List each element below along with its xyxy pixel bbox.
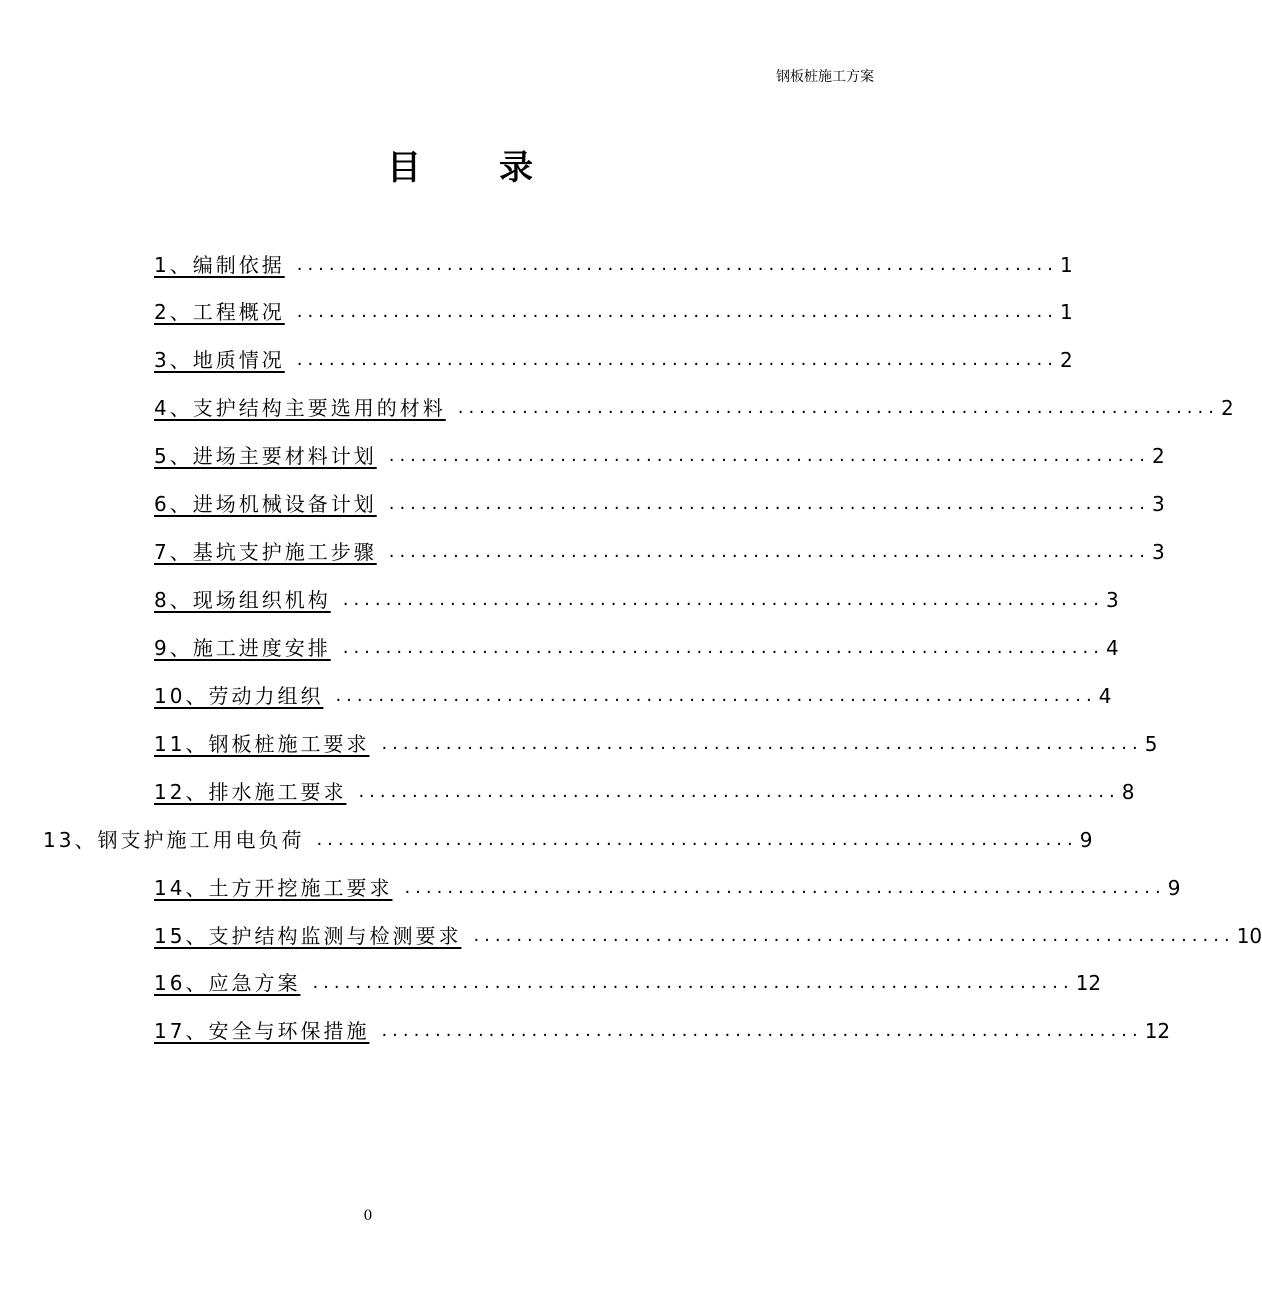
toc-leader-dots: ....................................................................... — [312, 972, 1074, 993]
toc-entry-page: 12 — [1144, 1019, 1171, 1043]
toc-entry[interactable] — [154, 393, 1234, 423]
toc-leader-dots: ....................................................................... — [296, 349, 1058, 370]
toc-entry-page: 4 — [1098, 684, 1112, 708]
toc-leader-dots: ....................................................................... — [473, 925, 1235, 946]
toc-entry[interactable] — [154, 633, 1119, 663]
toc-entry-page: 2 — [1059, 348, 1073, 372]
toc-entry-page: 9 — [1167, 876, 1181, 900]
toc-entry[interactable] — [154, 681, 1112, 711]
footer-page-number: 0 — [363, 1208, 373, 1224]
toc-entry-page: 5 — [1144, 732, 1158, 756]
toc-entry-page: 4 — [1105, 636, 1119, 660]
toc-entry-label: 3、地质情况 — [154, 348, 285, 372]
toc-entry-page: 2 — [1220, 396, 1234, 420]
toc-entry-label: 6、进场机械设备计划 — [154, 492, 377, 516]
toc-entry[interactable] — [154, 345, 1073, 375]
toc-leader-dots: ....................................................................... — [388, 541, 1150, 562]
toc-entry[interactable] — [154, 441, 1165, 471]
toc-entry[interactable] — [154, 585, 1119, 615]
toc-entry-page: 1 — [1059, 253, 1073, 277]
toc-entry-label: 1、编制依据 — [154, 253, 285, 277]
toc-entry-page: 3 — [1105, 588, 1119, 612]
toc-entry-page: 1 — [1059, 300, 1073, 324]
document-header-title: 钢板桩施工方案 — [776, 69, 874, 85]
toc-entry-label: 12、排水施工要求 — [154, 780, 347, 804]
toc-entry-page: 10 — [1236, 924, 1262, 948]
toc-leader-dots: ....................................................................... — [381, 733, 1143, 754]
toc-entry[interactable] — [154, 873, 1181, 903]
toc-leader-dots: ....................................................................... — [296, 254, 1058, 275]
toc-entry-page: 12 — [1075, 971, 1102, 995]
toc-entry-label: 10、劳动力组织 — [154, 684, 324, 708]
toc-entry-page: 8 — [1121, 780, 1135, 804]
toc-entry-page: 3 — [1151, 492, 1165, 516]
toc-entry-label: 9、施工进度安排 — [154, 636, 331, 660]
toc-entry[interactable] — [154, 250, 1073, 280]
toc-leader-dots: ....................................................................... — [381, 1020, 1143, 1041]
toc-entry[interactable] — [154, 537, 1165, 567]
toc-entry-page: 3 — [1151, 540, 1165, 564]
toc-leader-dots: ....................................................................... — [404, 877, 1166, 898]
toc-entry[interactable] — [154, 297, 1073, 327]
toc-entry-page: 2 — [1151, 444, 1165, 468]
toc-leader-dots: ....................................................................... — [316, 829, 1078, 850]
toc-leader-dots: ....................................................................... — [457, 397, 1219, 418]
toc-entry[interactable] — [154, 1016, 1171, 1046]
toc-entry[interactable] — [43, 825, 1093, 855]
title-char-right: 录 — [499, 148, 533, 188]
toc-entry-label: 13、钢支护施工用电负荷 — [43, 828, 305, 852]
toc-entry[interactable] — [154, 777, 1135, 807]
toc-entry[interactable] — [154, 729, 1158, 759]
page-title — [0, 140, 920, 189]
toc-entry-label: 17、安全与环保措施 — [154, 1019, 370, 1043]
toc-entry-label: 5、进场主要材料计划 — [154, 444, 377, 468]
toc-leader-dots: ....................................................................... — [358, 781, 1120, 802]
toc-entry-label: 16、应急方案 — [154, 971, 301, 995]
title-char-left: 目 — [387, 148, 421, 188]
toc-entry-label: 2、工程概况 — [154, 300, 285, 324]
toc-entry-page: 9 — [1079, 828, 1093, 852]
toc-leader-dots: ....................................................................... — [335, 685, 1097, 706]
toc-leader-dots: ....................................................................... — [342, 637, 1104, 658]
toc-entry[interactable] — [154, 489, 1165, 519]
toc-entry-label: 7、基坑支护施工步骤 — [154, 540, 377, 564]
toc-leader-dots: ....................................................................... — [388, 445, 1150, 466]
toc-entry[interactable] — [154, 968, 1102, 998]
toc-entry-label: 4、支护结构主要选用的材料 — [154, 396, 446, 420]
toc-entry-label: 11、钢板桩施工要求 — [154, 732, 370, 756]
toc-leader-dots: ....................................................................... — [342, 589, 1104, 610]
toc-entry-label: 15、支护结构监测与检测要求 — [154, 924, 462, 948]
toc-entry-label: 14、土方开挖施工要求 — [154, 876, 393, 900]
toc-entry-label: 8、现场组织机构 — [154, 588, 331, 612]
toc-entry[interactable] — [154, 921, 1262, 951]
toc-leader-dots: ....................................................................... — [388, 493, 1150, 514]
toc-leader-dots: ....................................................................... — [296, 301, 1058, 322]
